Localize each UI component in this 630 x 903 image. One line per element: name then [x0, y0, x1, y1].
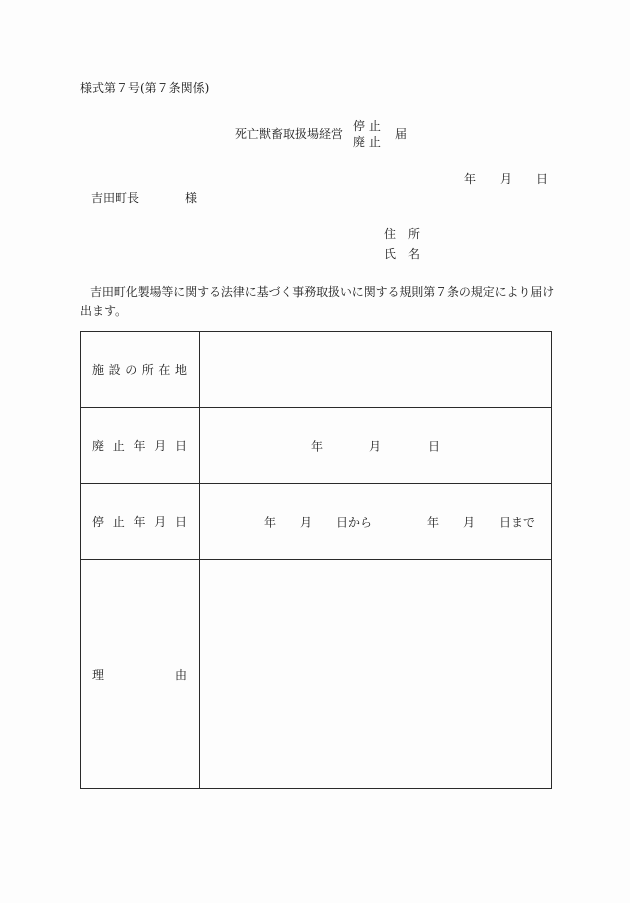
form-table — [80, 331, 552, 789]
date-month: 月 — [500, 172, 513, 186]
reason-label: 理 由 — [92, 667, 187, 682]
suspend-value-cell[interactable] — [200, 484, 552, 560]
body-text-line-1: 吉田町化製場等に関する法律に基づく事務取扱いに関する規則第７条の規定により届け — [90, 285, 555, 299]
title-option-suspend: 停 止 — [353, 119, 381, 133]
abolish-value-cell[interactable] — [200, 408, 552, 484]
table-row-abolish-date — [81, 408, 552, 484]
location-value-cell[interactable] — [200, 332, 552, 408]
abolish-day: 日 — [428, 439, 441, 453]
location-label: 施 設 の 所 在 地 — [92, 363, 187, 377]
table-row-suspend-date — [81, 484, 552, 560]
body-text-line-2: 出ます。 — [80, 304, 128, 318]
suspend-from-year: 年 — [264, 515, 277, 529]
abolish-month: 月 — [369, 439, 382, 453]
abolish-label-cell — [81, 408, 200, 484]
abolish-year: 年 — [311, 439, 324, 453]
suspend-from-day: 日から — [336, 515, 373, 529]
applicant-address-label: 住 所 — [384, 227, 421, 241]
title-suffix: 届 — [395, 127, 408, 141]
reason-label-cell — [81, 560, 200, 789]
title-option-abolish: 廃 止 — [353, 135, 381, 149]
location-label-cell — [81, 332, 200, 408]
reason-value-cell[interactable] — [200, 560, 552, 789]
abolish-label: 廃 止 年 月 日 — [92, 439, 187, 453]
suspend-from-month: 月 — [300, 515, 313, 529]
suspend-to-day: 日まで — [499, 515, 536, 529]
addressee-name: 吉田町長 — [91, 191, 140, 205]
suspend-to-month: 月 — [463, 515, 476, 529]
table-row-location — [81, 332, 552, 408]
suspend-label-cell — [81, 484, 200, 560]
suspend-label: 停 止 年 月 日 — [92, 515, 187, 529]
title-prefix: 死亡獣畜取扱場経営 — [235, 127, 344, 141]
date-year: 年 — [464, 172, 477, 186]
applicant-name-label: 氏 名 — [384, 247, 421, 261]
suspend-to-year: 年 — [427, 515, 440, 529]
table-row-reason — [81, 560, 552, 789]
form-number: 様式第７号(第７条関係) — [80, 81, 210, 95]
addressee-honorific: 様 — [185, 191, 198, 205]
date-day: 日 — [536, 172, 549, 186]
